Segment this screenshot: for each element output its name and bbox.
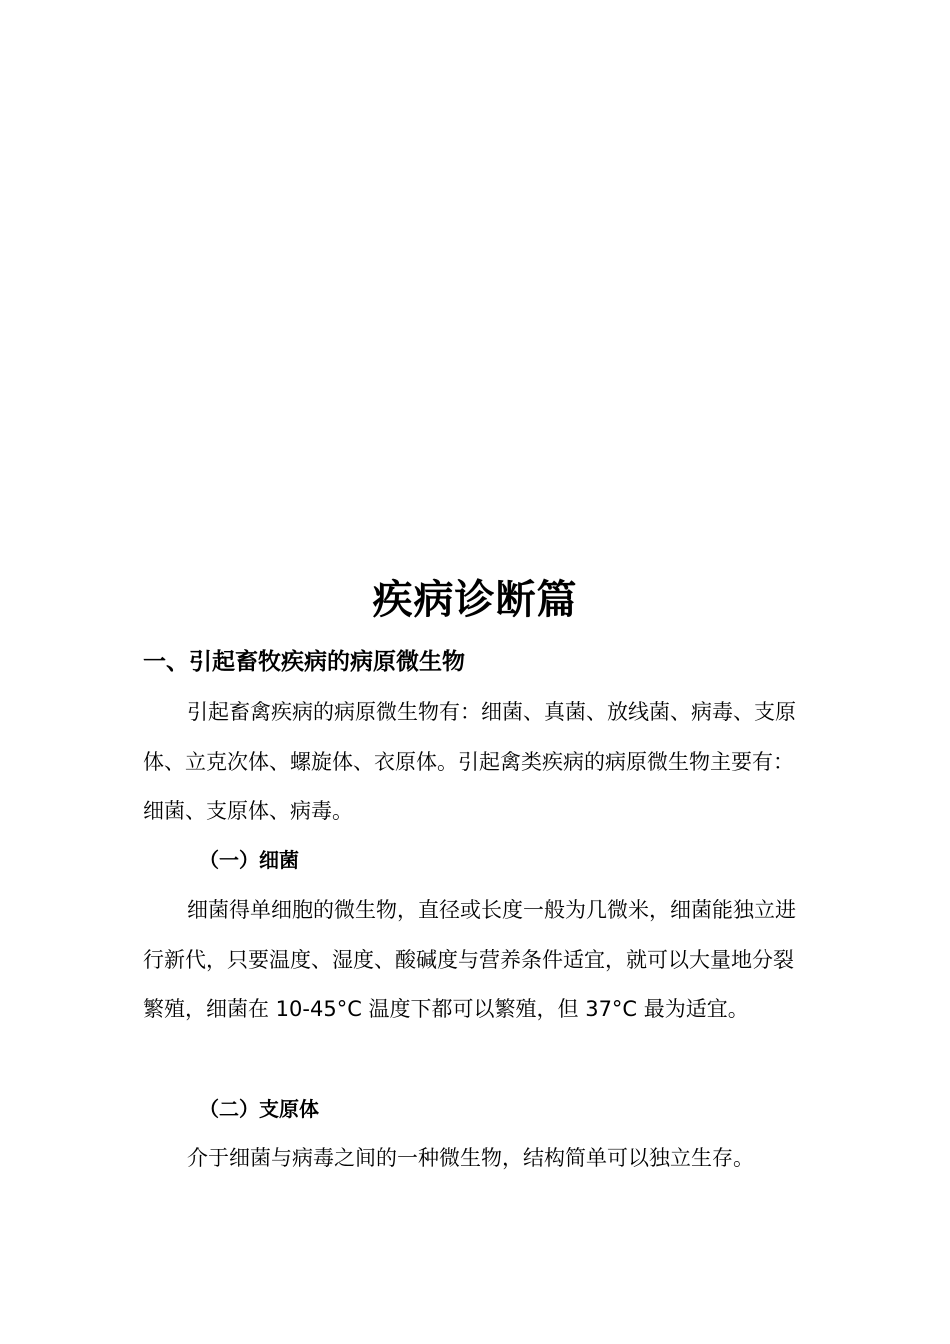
page-title: 疾病诊断篇 (372, 577, 578, 623)
subsection-heading-mycoplasma: （二）支原体 (199, 1097, 319, 1121)
paragraph-pathogens: 引起畜禽疾病的病原微生物有：细菌、真菌、放线菌、病毒、支原体、立克次体、螺旋体、衣原体。引起禽类疾病的病原微生物主要有：细菌、支原体、病毒。 (143, 700, 796, 823)
paragraph-bacteria: 细菌得单细胞的微生物，直径或长度一般为几微米，细菌能独立进行新代，只要温度、湿度、酸碱度与营养条件适宜，就可以大量地分裂繁殖，细菌在 10-45°C 温度下都可以繁殖，但 37°C 最为适宜。 (143, 898, 796, 1021)
section-heading-pathogens: 一、引起畜牧疾病的病原微生物 (143, 649, 465, 675)
paragraph-mycoplasma: 介于细菌与病毒之间的一种微生物，结构简单可以独立生存。 (187, 1146, 754, 1170)
subsection-heading-bacteria: （一）细菌 (199, 848, 299, 872)
